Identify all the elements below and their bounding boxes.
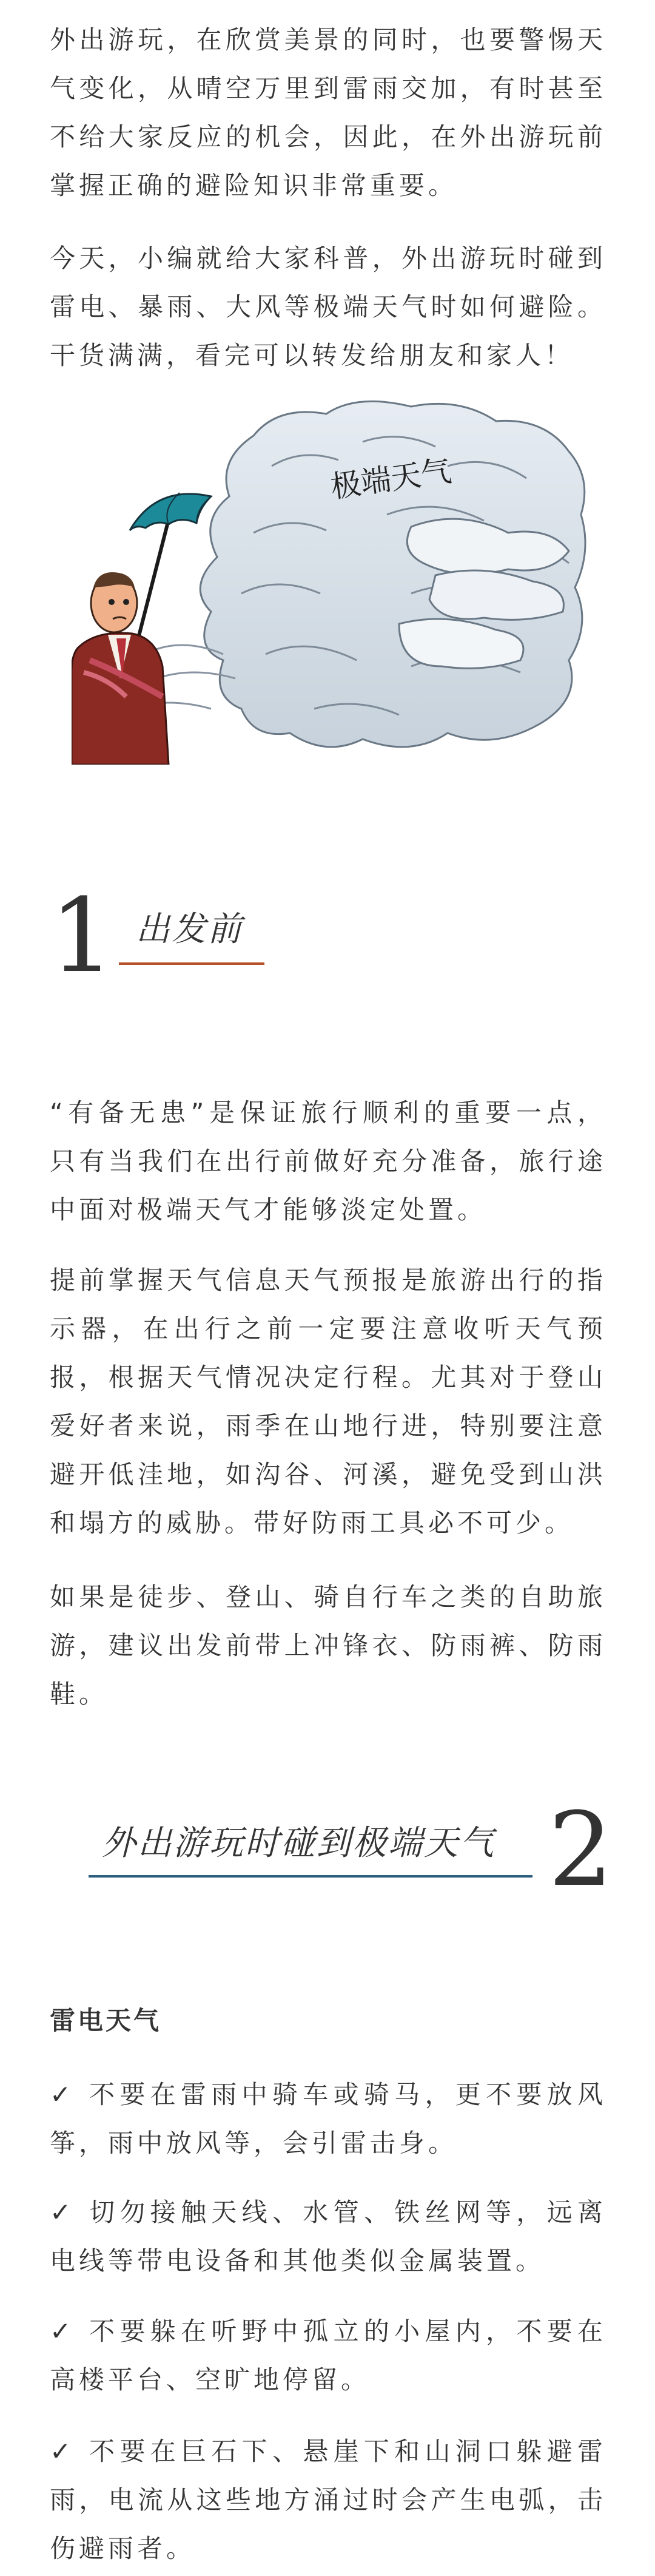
lightning-tip-3: ✓ 不要躲在听野中孤立的小屋内，不要在高楼平台、空旷地停留。	[50, 2316, 606, 2395]
illustration-caption: 极端天气	[328, 453, 454, 505]
lightning-tip-4: ✓ 不要在巨石下、悬崖下和山洞口躲避雷雨，电流从这些地方涌过时会产生电弧，击伤避雨者。	[50, 2436, 606, 2563]
section-1-paragraph-3: 如果是徒步、登山、骑自行车之类的自助旅游，建议出发前带上冲锋衣、防雨裤、防雨鞋。	[50, 1582, 606, 1709]
extreme-weather-illustration	[72, 393, 592, 765]
lightning-tip-2: ✓ 切勿接触天线、水管、铁丝网等，远离电线等带电设备和其他类似金属装置。	[50, 2197, 606, 2276]
section-2-title: 外出游玩时碰到极端天气	[102, 1824, 495, 1863]
section-1-title: 出发前	[136, 910, 243, 949]
storm-cloud	[200, 401, 585, 747]
section-2-underline	[89, 1875, 532, 1878]
lightning-subhead: 雷电天气	[50, 2006, 162, 2035]
section-1-paragraph-1: “有备无患”是保证旅行顺利的重要一点，只有当我们在出行前做好充分准备，旅行途中面对极端天气才能够淡定处置。	[50, 1098, 606, 1225]
lightning-tip-1: ✓ 不要在雷雨中骑车或骑马，更不要放风筝，雨中放风等，会引雷击身。	[50, 2080, 606, 2158]
section-2-number: 2	[548, 1790, 613, 1909]
section-1-paragraph-2: 提前掌握天气信息天气预报是旅游出行的指示器，在出行之前一定要注意收听天气预报，根据天气情况决定行程。尤其对于登山爱好者来说，雨季在山地行进，特别要注意避开低洼地，如沟谷、河溪，避免受到山洪和塌方的威胁。带好防雨工具必不可少。	[50, 1265, 606, 1538]
intro-paragraph-1: 外出游玩，在欣赏美景的同时，也要警惕天气变化，从晴空万里到雷雨交加，有时甚至不给大家反应的机会，因此，在外出游玩前掌握正确的避险知识非常重要。	[50, 25, 606, 200]
section-1-number: 1	[50, 876, 115, 995]
section-1-underline	[119, 962, 264, 965]
intro-paragraph-2: 今天，小编就给大家科普，外出游玩时碰到雷电、暴雨、大风等极端天气时如何避险。干货满满，看完可以转发给朋友和家人！	[50, 243, 606, 370]
